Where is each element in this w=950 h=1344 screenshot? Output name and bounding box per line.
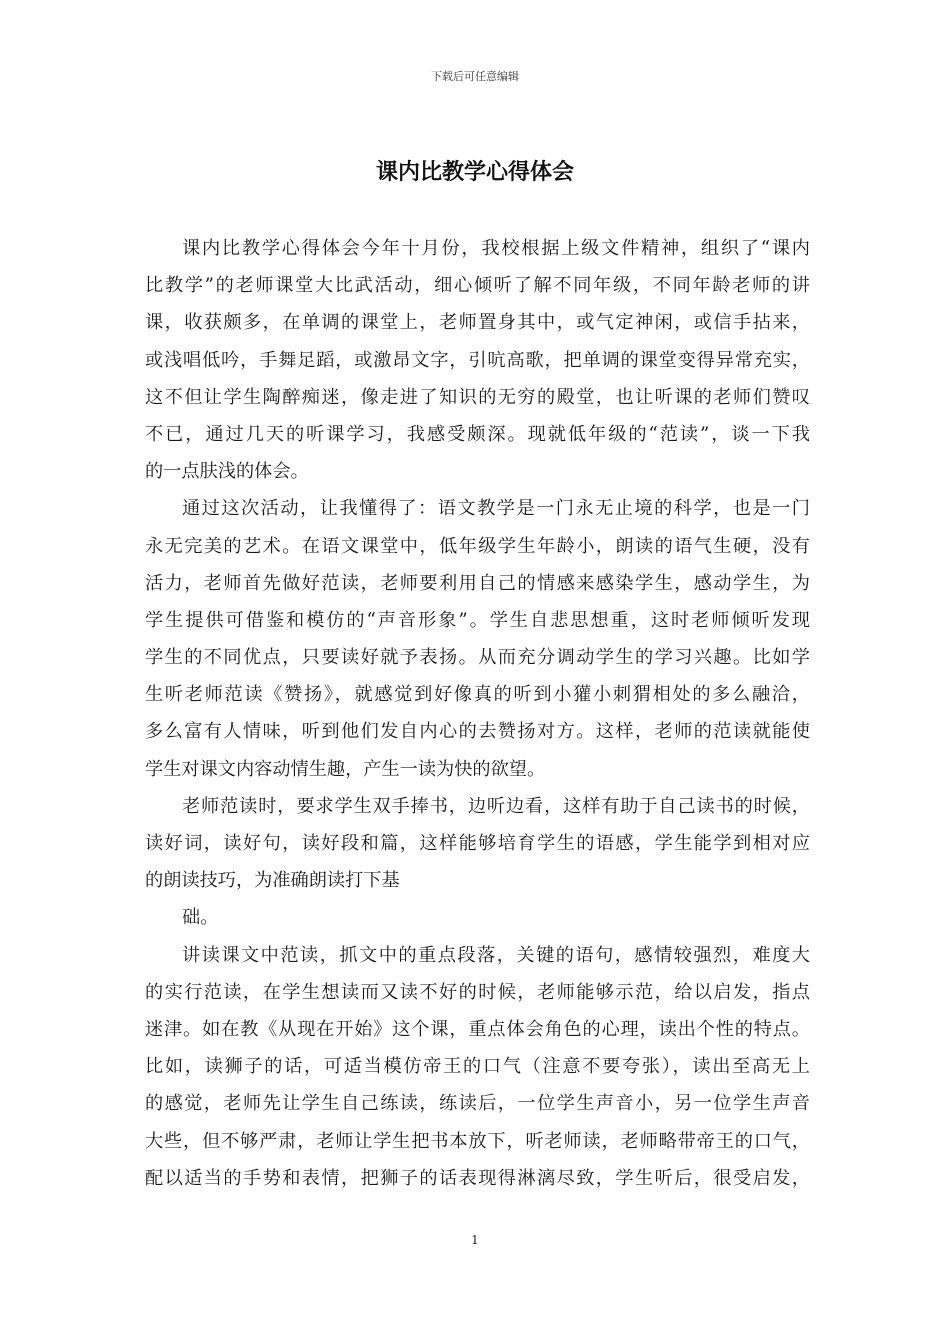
text-line: 的感觉，老师先让学生自己练读，练读后，一位学生声音小，另一位学生声音 [145, 1093, 810, 1115]
text-line: 的朗读技巧，为准确朗读打下基 [145, 870, 400, 892]
page-header: 下载后可任意编辑 [431, 70, 519, 83]
text-line: 老师范读时，要求学生双手捧书，边听边看，这样有助于自己读书的时候， [182, 795, 810, 817]
text-line: 配以适当的手势和表情，把狮子的话表现得淋漓尽致，学生听后，很受启发， [145, 1167, 810, 1189]
document-title: 课内比教学心得体会 [375, 159, 574, 185]
text-line: 的实行范读，在学生想读而又读不好的时候，老师能够示范，给以启发，指点 [145, 981, 810, 1003]
text-line: 课内比教学心得体会今年十月份，我校根据上级文件精神，组织了“课内 [182, 238, 810, 259]
text-line: 不已，通过几天的听课学习，我感受颇深。现就低年级的“范读”，谈一下我 [145, 423, 810, 445]
page-number: 1 [471, 1233, 479, 1247]
text-line: 学生对课文内容动情生趣，产生一读为快的欲望。 [145, 758, 546, 780]
text-line: 迷津。如在教《从现在开始》这个课，重点体会角色的心理，读出个性的特点。 [145, 1018, 810, 1040]
text-line: 础。 [182, 907, 219, 929]
text-line: 多么富有人情味，听到他们发自内心的去赞扬对方。这样，老师的范读就能使 [145, 721, 810, 743]
text-line: 读好词，读好句，读好段和篇，这样能够培育学生的语感，学生能学到相对应 [145, 833, 810, 854]
text-line: 讲读课文中范读，抓文中的重点段落，关键的语句，感情较强烈，难度大 [182, 944, 810, 966]
text-line: 通过这次活动，让我懂得了：语文教学是一门永无止境的科学，也是一门 [182, 498, 810, 520]
text-line: 这不但让学生陶醉痴迷，像走进了知识的无穷的殿堂，也让听课的老师们赞叹 [145, 386, 810, 408]
text-line: 的一点肤浅的体会。 [145, 461, 309, 483]
text-line: 活力，老师首先做好范读，老师要利用自己的情感来感染学生，感动学生，为 [145, 572, 810, 594]
document-body [145, 230, 810, 1197]
text-line: 学生提供可借鉴和模仿的“声音形象”。学生自悲思想重，这时老师倾听发现 [145, 609, 810, 631]
text-line: 大些，但不够严肃，老师让学生把书本放下，听老师读，老师略带帝王的口气， [145, 1130, 810, 1152]
text-line: 比教学”的老师课堂大比武活动，细心倾听了解不同年级，不同年龄老师的讲 [145, 275, 810, 297]
text-line: 比如，读狮子的话，可适当模仿帝王的口气（注意不要夸张），读出至高无上 [145, 1056, 810, 1078]
text-line: 永无完美的艺术。在语文课堂中，低年级学生年龄小，朗读的语气生硬，没有 [145, 535, 810, 557]
text-line: 生听老师范读《赞扬》，就感觉到好像真的听到小獾小刺猬相处的多么融洽， [145, 684, 810, 706]
text-line: 课，收获颇多，在单调的课堂上，老师置身其中，或气定神闲，或信手拈来， [145, 312, 810, 334]
text-line: 或浅唱低吟，手舞足蹈，或激昂文字，引吭高歌，把单调的课堂变得异常充实， [145, 349, 810, 371]
text-line: 学生的不同优点，只要读好就予表扬。从而充分调动学生的学习兴趣。比如学 [145, 647, 810, 669]
